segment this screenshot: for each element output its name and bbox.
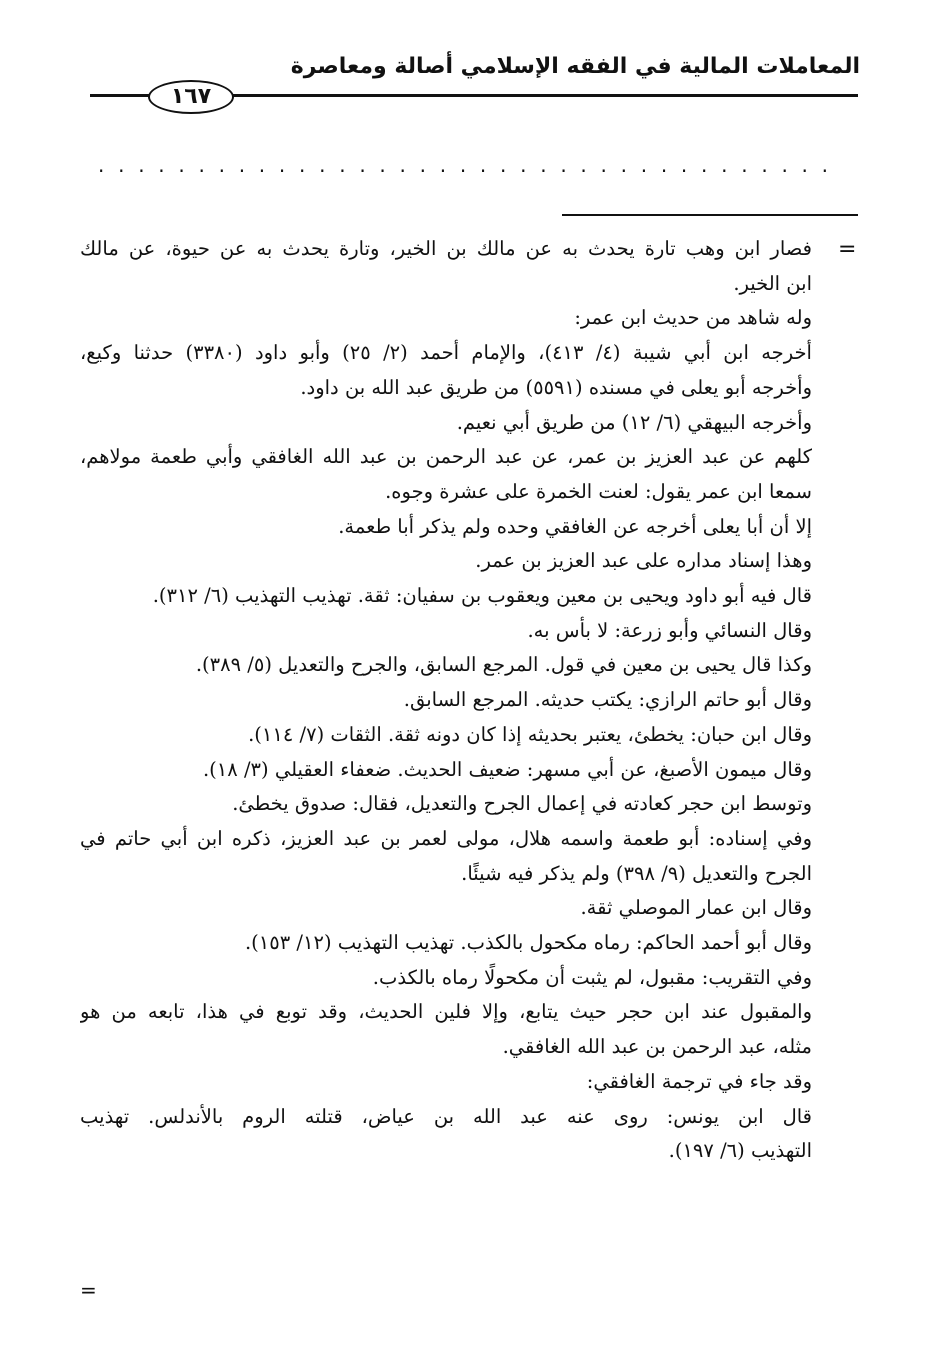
footnote-line: مثله، عبد الرحمن بن عبد الله الغافقي.	[502, 1035, 812, 1059]
footnote-line: وقال النسائي وأبو زرعة: لا بأس به.	[527, 618, 812, 642]
footnote-line: وقال ابن عمار الموصلي ثقة.	[580, 896, 812, 920]
footnote-line: وهذا إسناد مداره على عبد العزيز بن عمر.	[475, 549, 812, 573]
footnote-line: التهذيب (٦/ ١٩٧).	[668, 1139, 812, 1163]
footnote-line: وفي التقريب: مقبول، لم يثبت أن مكحولًا رماه بالكذب.	[372, 965, 812, 989]
footnote-line: وكذا قال يحيى بن معين في قول. المرجع السابق، والجرح والتعديل (٥/ ٣٨٩).	[195, 653, 812, 677]
footnote-line: وقال ابن حبان: يخطئ، يعتبر بحديثه إذا كان دونه ثقة. الثقات (٧/ ١١٤).	[248, 722, 812, 746]
footnote-line: الجرح والتعديل (٩/ ٣٩٨) ولم يذكر فيه شيئًا.	[461, 861, 812, 885]
footnote-line: وفي إسناده: أبو طعمة واسمه هلال، مولى لعمر بن عبد العزيز، ذكره ابن أبي حاتم في	[80, 826, 812, 850]
footnote-line: أخرجه ابن أبي شيبة (٤/ ٤١٣)، والإمام أحمد (٢/ ٢٥) وأبو داود (٣٣٨٠) حدثنا وكيع،	[80, 341, 812, 365]
section-separator-dots: . . . . . . . . . . . . . . . . . . . . . . . . . . . . . . . . . . . . .	[98, 153, 828, 177]
continued-to-mark: =	[80, 1278, 97, 1302]
footnote-line: إلا أن أبا يعلى أخرجه عن الغافقي وحده ولم يذكر أبا طعمة.	[338, 514, 812, 538]
footnote-line: وقال ميمون الأصبغ، عن أبي مسهر: ضعيف الحديث. ضعفاء العقيلي (٣/ ١٨).	[202, 757, 812, 781]
footnote-line: وتوسط ابن حجر كعادته في إعمال الجرح والتعديل، فقال: صدوق يخطئ.	[232, 792, 812, 816]
footnote-text	[80, 232, 812, 1169]
footnote-line: وأخرجه أبو يعلى في مسنده (٥٥٩١) من طريق عبد الله بن داود.	[300, 375, 812, 399]
footnote-line: وقد جاء في ترجمة الغافقي:	[586, 1069, 812, 1093]
footnote-line: وقال أبو أحمد الحاكم: رماه مكحول بالكذب. تهذيب التهذيب (١٢/ ١٥٣).	[244, 931, 812, 955]
page-number-badge: ١٦٧	[148, 80, 234, 114]
footnote-line: وقال أبو حاتم الرازي: يكتب حديثه. المرجع السابق.	[403, 688, 812, 712]
running-header-title: المعاملات المالية في الفقه الإسلامي أصالة ومعاصرة	[290, 54, 860, 79]
footnote-line: وله شاهد من حديث ابن عمر:	[574, 306, 812, 330]
footnote-line: كلهم عن عبد العزيز بن عمر، عن عبد الرحمن بن عبد الله الغافقي وأبي طعمة مولاهم،	[80, 445, 812, 469]
continued-from-mark: =	[838, 237, 857, 262]
footnote-rule	[562, 214, 858, 216]
footnote-line: قال فيه أبو داود ويحيى بن معين ويعقوب بن سفيان: ثقة. تهذيب التهذيب (٦/ ٣١٢).	[152, 584, 812, 608]
footnote-line: والمقبول عند ابن حجر حيث يتابع، وإلا فلين الحديث، وقد توبع في هذا، تابعه من هو	[80, 1000, 812, 1024]
footnote-line: سمعا ابن عمر يقول: لعنت الخمرة على عشرة وجوه.	[385, 479, 812, 503]
footnote-line: ابن الخير.	[733, 271, 812, 295]
footnote-line: وأخرجه البيهقي (٦/ ١٢) من طريق أبي نعيم.	[456, 410, 812, 434]
footnote-line: فصار ابن وهب تارة يحدث به عن مالك بن الخير، وتارة يحدث به عن حيوة، عن مالك	[80, 237, 812, 260]
footnote-line: قال ابن يونس: روى عنه عبد الله بن عياض، قتلته الروم بالأندلس. تهذيب	[80, 1104, 812, 1128]
